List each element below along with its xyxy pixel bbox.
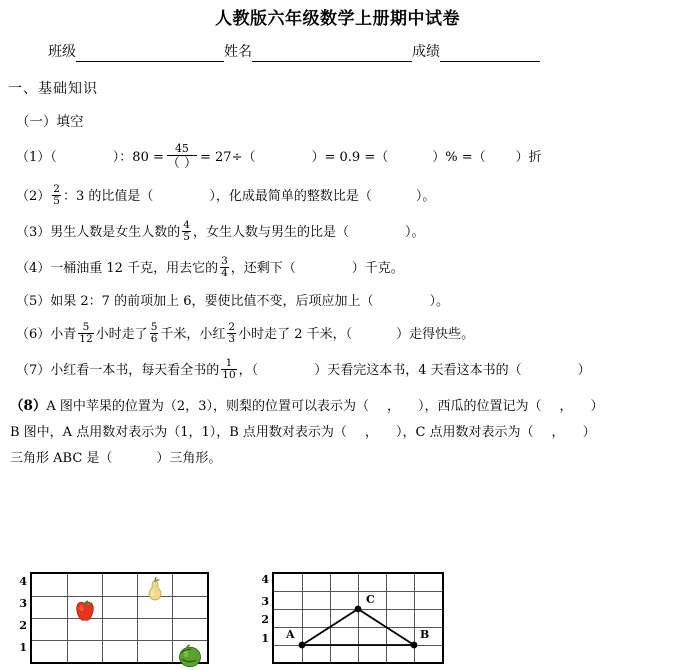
figure-b-triangle-grid xyxy=(256,572,444,664)
q8-num: （8） xyxy=(10,398,47,414)
section-heading-basics: 一、基础知识 xyxy=(8,81,98,97)
score-input-rule[interactable] xyxy=(440,48,540,62)
point-label-c: C xyxy=(366,593,375,606)
figure-a-y-label-4: 4 xyxy=(19,575,27,588)
q4-part1: 一桶油重 12 千克，用去它的 xyxy=(50,261,219,276)
q6-fraction-2 xyxy=(150,322,159,345)
q4-frac-denominator: 4 xyxy=(221,267,228,279)
q2-part2: ），化成最简单的整数比是（ xyxy=(209,189,372,204)
q8-line1-comma-1: ， xyxy=(386,399,400,414)
q6-frac1-denominator: 12 xyxy=(79,333,93,345)
question-8-line-2 xyxy=(0,424,675,441)
score-label: 成绩 xyxy=(412,44,440,60)
q6-part1: 小青 xyxy=(50,327,77,342)
point-label-a: A xyxy=(286,628,295,641)
q6-fraction-1 xyxy=(78,322,93,345)
q2-frac-numerator: 2 xyxy=(53,183,60,195)
class-input-rule[interactable] xyxy=(76,48,224,62)
q1-part2: ）：80 = xyxy=(112,150,164,165)
question-5 xyxy=(0,293,675,310)
q8-line2-comma-1: ， xyxy=(364,425,378,440)
q6-fraction-3 xyxy=(227,322,236,345)
figure-a-y-axis xyxy=(14,572,30,664)
q5-num: （5） xyxy=(16,294,51,309)
q3-part2: ，女生人数与男生的比是（ xyxy=(192,225,349,240)
q4-frac-numerator: 3 xyxy=(221,255,228,267)
q8-line3-part-a: 三角形 ABC 是（ xyxy=(10,451,113,466)
q2-num: （2） xyxy=(16,189,51,204)
q8-line1-part-e: ） xyxy=(590,399,604,414)
question-1 xyxy=(0,143,675,172)
q5-part2: ）。 xyxy=(429,294,450,309)
q1-frac-denominator[interactable]: （ ） xyxy=(166,156,198,171)
name-input-rule[interactable] xyxy=(252,48,412,62)
figure-a-y-label-1: 1 xyxy=(19,641,27,654)
watermelon-icon xyxy=(175,642,205,670)
figure-a-y-label-3: 3 xyxy=(19,597,27,610)
question-4 xyxy=(0,257,675,280)
q3-fraction xyxy=(182,220,191,243)
page-title: 人教版六年级数学上册期中试卷 xyxy=(215,9,460,29)
q6-part2: 小时走了 xyxy=(95,327,148,342)
q8-line1-part-c: ），西瓜的位置记为（ xyxy=(418,399,542,414)
class-label: 班级 xyxy=(48,44,76,60)
figure-a-grid xyxy=(30,572,209,664)
point-label-b: B xyxy=(420,628,430,641)
q7-part2: ，（ xyxy=(238,363,259,378)
figures-row xyxy=(0,572,675,663)
q3-frac-denominator: 5 xyxy=(183,231,190,243)
question-2 xyxy=(0,185,675,208)
q7-num: （7） xyxy=(16,363,51,378)
figure-b-y-label-2: 2 xyxy=(261,613,269,626)
q8-line2-comma-2: ， xyxy=(551,425,565,440)
q4-part2: ，还剩下（ xyxy=(230,261,296,276)
q7-frac-numerator: 1 xyxy=(225,357,233,369)
figure-b-y-label-1: 1 xyxy=(261,632,269,645)
q6-frac2-numerator: 5 xyxy=(150,321,158,333)
q8-line1-part-a: A 图中苹果的位置为（2，3），则梨的位置可以表示为（ xyxy=(46,399,369,414)
q6-num: （6） xyxy=(16,327,51,342)
q1-num: （1） xyxy=(16,150,51,165)
question-3 xyxy=(0,221,675,244)
q5-part1: 如果 2：7 的前项加上 6，要使比值不变，后项应加上（ xyxy=(50,294,374,309)
figure-b-grid xyxy=(272,572,444,664)
subsection-heading-fill-blank: （一）填空 xyxy=(16,114,84,130)
q7-part4: ） xyxy=(577,363,591,378)
apple-icon xyxy=(70,597,100,625)
q7-frac-denominator: 10 xyxy=(222,369,236,381)
figure-a-fruit-grid xyxy=(14,572,209,664)
q8-line3-part-b: ）三角形。 xyxy=(156,451,222,466)
q6-frac3-denominator: 3 xyxy=(228,333,236,345)
q6-frac1-numerator: 5 xyxy=(82,321,90,333)
q3-part1: 男生人数是女生人数的 xyxy=(50,225,181,240)
q4-fraction xyxy=(220,256,229,279)
q6-frac2-denominator: 6 xyxy=(150,333,158,345)
q2-fraction xyxy=(52,184,61,207)
pear-icon xyxy=(140,575,170,603)
question-6 xyxy=(0,323,675,346)
q7-part1: 小红看一本书，每天看全书的 xyxy=(50,363,220,378)
q6-part4: 小时走了 2 千米，（ xyxy=(238,327,353,342)
q3-frac-numerator: 4 xyxy=(183,219,190,231)
q6-frac3-numerator: 2 xyxy=(228,321,236,333)
q1-part4: ）= 0.9 =（ xyxy=(311,150,389,165)
triangle-abc-shape xyxy=(274,574,442,662)
figure-b-y-axis xyxy=(256,572,272,664)
q8-line1-comma-2: ， xyxy=(559,399,573,414)
q1-part5: ）% =（ xyxy=(432,150,486,165)
q3-part3: ）。 xyxy=(405,225,425,240)
q6-part5: ）走得快些。 xyxy=(396,327,475,342)
question-7 xyxy=(0,359,675,382)
figure-a-hline-2 xyxy=(32,618,207,619)
q7-fraction xyxy=(221,358,236,381)
q1-fraction xyxy=(167,142,197,171)
student-info-row xyxy=(0,42,675,62)
q1-part1: （ xyxy=(50,150,57,165)
name-label: 姓名 xyxy=(224,44,252,60)
q2-frac-denominator: 5 xyxy=(53,195,60,207)
q1-part3: = 27÷（ xyxy=(200,150,256,165)
figure-a-y-label-2: 2 xyxy=(19,619,27,632)
figure-b-y-label-4: 4 xyxy=(261,573,269,586)
q8-line2-part-a: B 图中，A 点用数对表示为（1，1），B 点用数对表示为（ xyxy=(10,425,347,440)
q2-part1: ：3 的比值是（ xyxy=(62,189,154,204)
q4-num: （4） xyxy=(16,261,51,276)
q8-line2-part-e: ） xyxy=(582,425,596,440)
q4-part3: ）千克。 xyxy=(351,261,404,276)
figure-a-hline-3 xyxy=(32,640,207,641)
figure-a-hline-1 xyxy=(32,596,207,597)
q3-num: （3） xyxy=(16,225,51,240)
q8-line2-part-c: ），C 点用数对表示为（ xyxy=(395,425,534,440)
question-8-line-3 xyxy=(0,450,675,467)
q1-frac-numerator: 45 xyxy=(174,142,189,155)
question-8 xyxy=(0,398,675,415)
figure-b-y-label-3: 3 xyxy=(261,595,269,608)
q7-part3: ）天看完这本书，4 天看这本书的（ xyxy=(314,363,522,378)
q2-part3: ）。 xyxy=(415,189,436,204)
q6-part3: 千米，小红 xyxy=(160,327,226,342)
q1-part6: ）折 xyxy=(515,150,542,165)
